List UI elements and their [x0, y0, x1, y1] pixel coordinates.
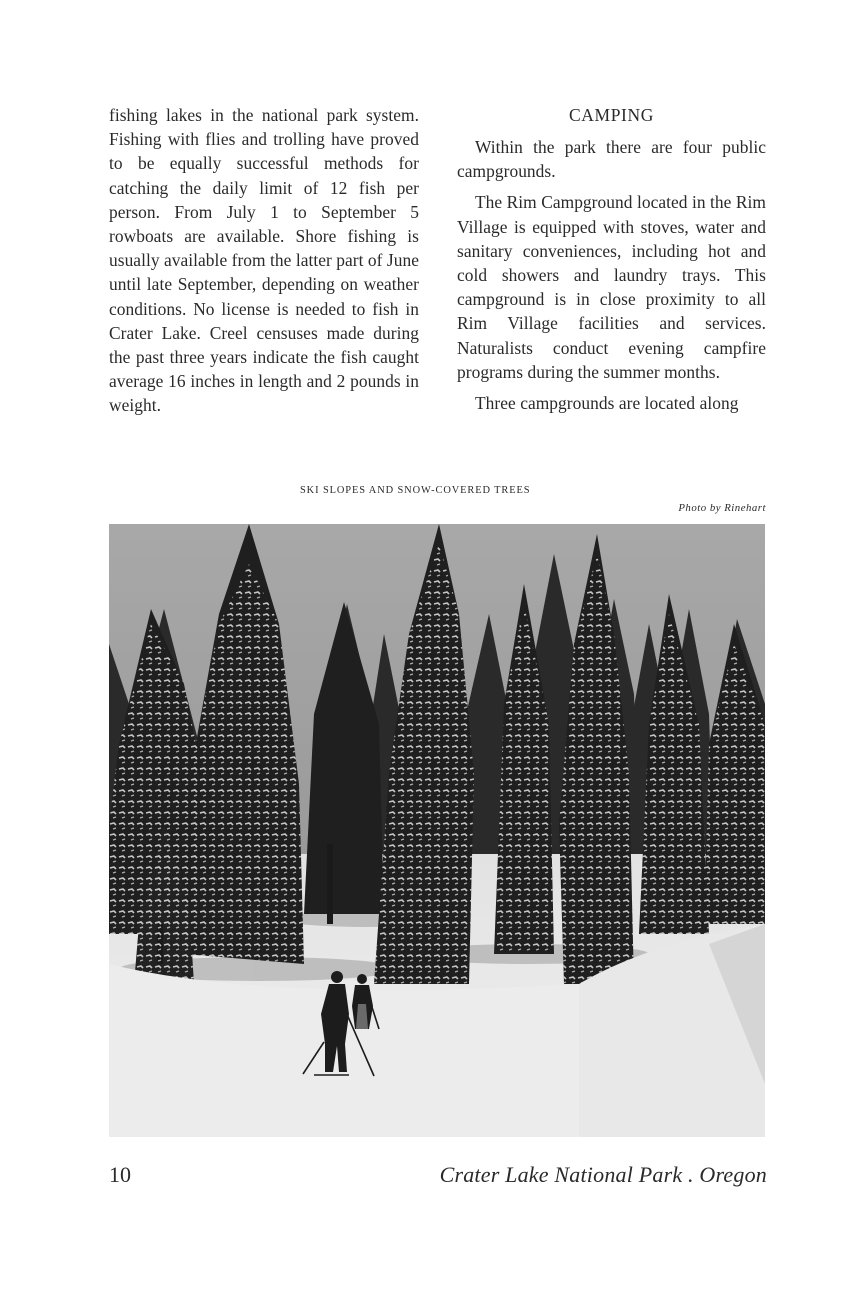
campgrounds-intro-paragraph: Within the park there are four public campgrounds.	[457, 137, 766, 182]
publication-title: Crater Lake National Park . Oregon	[439, 1162, 767, 1187]
page-number: 10	[109, 1162, 131, 1187]
photo-credit: Photo by Rinehart	[678, 502, 766, 514]
right-text-column	[457, 103, 766, 415]
section-heading-camping: CAMPING	[569, 105, 654, 125]
snowy-forest-illustration	[109, 524, 765, 1137]
figure-caption: SKI SLOPES AND SNOW-COVERED TREES	[300, 485, 531, 496]
left-text-column	[109, 103, 419, 418]
fishing-paragraph: fishing lakes in the national park system. Fishing with flies and trolling have proved to be equally successful methods for catching the daily limit of 12 fish per person. From July 1 to September 5 rowboats are available. Shore fishing is usually available from the latter part of June until late September, depending on weather conditions. No license is needed to fish in Crater Lake. Creel censuses made during the past three years indicate the fish caught average 16 inches in length and 2 pounds in weight.	[109, 105, 419, 416]
three-campgrounds-paragraph: Three campgrounds are located along	[475, 393, 739, 414]
ski-slopes-photo	[109, 524, 765, 1137]
rim-campground-paragraph: The Rim Campground located in the Rim Village is equipped with stoves, water and sanitary conveniences, including hot and cold showers and laundry trays. This campground is in close proximity to all Rim Village facilities and services. Naturalists conduct evening campfire programs during the summer months.	[457, 192, 766, 382]
